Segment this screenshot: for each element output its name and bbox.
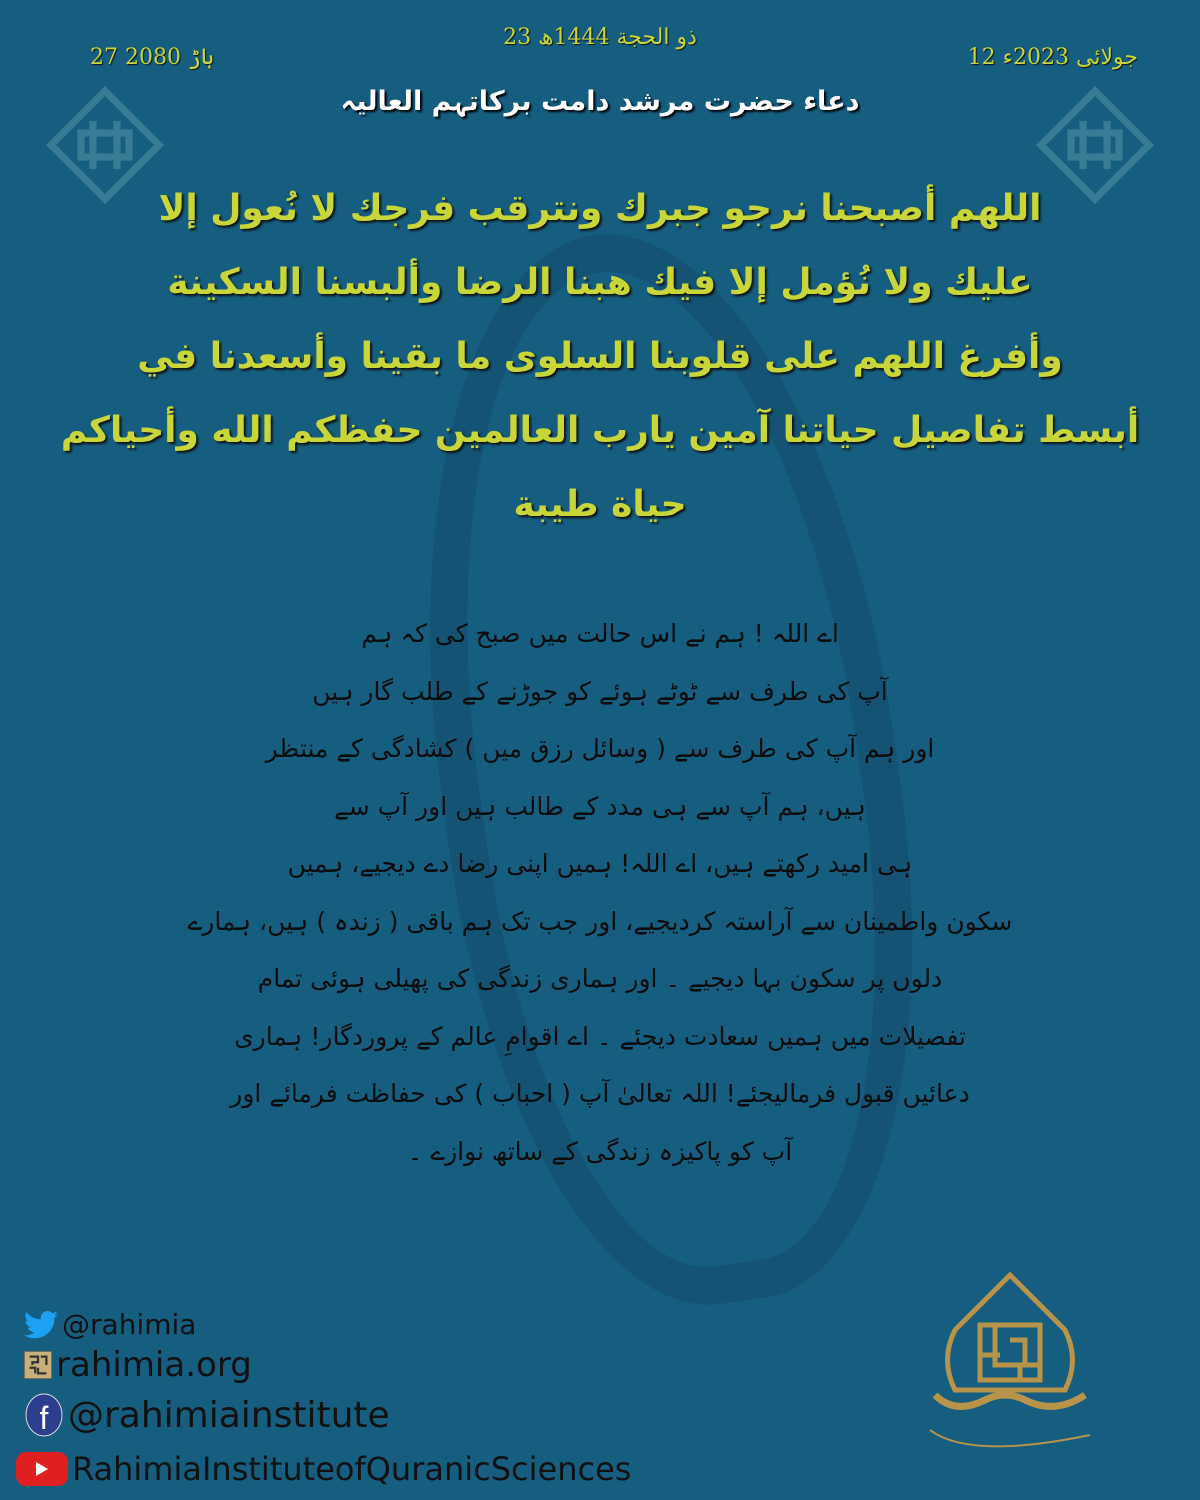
urdu-line: دلوں پر سکون بہا دیجیے ۔ اور ہماری زندگی کی پھیلی ہوئی تمام [257,964,943,993]
bikrami-date: 27 ہاڑ 2080 [90,45,214,70]
arabic-prayer [60,172,1140,542]
svg-text:f: f [39,1400,49,1436]
website-link[interactable] [24,1345,252,1385]
website-url: rahimia.org [56,1345,252,1385]
urdu-line: سکون واطمینان سے آراستہ کردیجیے، اور جب تک ہم باقی ( زندہ ) ہیں، ہمارے [187,906,1013,936]
rahimia-website-icon [24,1351,52,1379]
twitter-link[interactable] [24,1308,196,1341]
arabic-line: أبسط تفاصيل حياتنا آمين يارب العالمين حفظكم الله وأحياكم [60,410,1140,451]
twitter-handle: @rahimia [62,1308,197,1341]
arabic-line: اللهم أصبحنا نرجو جبرك ونترقب فرجك لا نُعول إلا [158,188,1042,229]
urdu-line: ہیں، ہم آپ سے ہی مدد کے طالب ہیں اور آپ سے [334,791,866,821]
youtube-channel: RahimiaInstituteofQuranicSciences [72,1450,632,1488]
urdu-line: تفصیلات میں ہمیں سعادت دیجئے ۔ اے اقوامِ عالم کے پروردگار! ہماری [234,1021,966,1051]
arabic-line: حياة طيبة [513,484,687,525]
gregorian-date: 12 جولائی 2023ء [967,45,1138,70]
facebook-icon [24,1393,64,1437]
youtube-link[interactable] [16,1450,631,1488]
twitter-icon [24,1310,58,1340]
rahimia-logo-icon [905,1270,1115,1480]
urdu-line: اور ہم آپ کی طرف سے ( وسائل رزق میں ) کشادگی کے منتظر [265,734,935,763]
arabic-line: وأفرغ اللهم على قلوبنا السلوى ما بقينا وأسعدنا في [137,336,1063,377]
urdu-line: آپ کی طرف سے ٹوٹے ہوئے کو جوڑنے کے طلب گار ہیں [312,676,888,706]
urdu-line: آپ کو پاکیزہ زندگی کے ساتھ نوازے ۔ [407,1136,793,1166]
hijri-date: 23 ذو الحجة 1444ھ [503,25,697,50]
arabic-line: عليك ولا نُؤمل إلا فيك هبنا الرضا وألبسنا السكينة [167,262,1033,303]
youtube-icon [16,1452,68,1486]
rahimia-logo [905,1270,1115,1480]
facebook-link[interactable] [24,1393,390,1437]
urdu-line: دعائیں قبول فرمالیجئے! اللہ تعالیٰ آپ ( احباب ) کی حفاظت فرمائے اور [230,1079,970,1108]
page-title: دعاء حضرت مرشد دامت برکاتہم العالیہ [340,86,860,117]
urdu-translation [100,605,1100,1180]
urdu-line: ہی امید رکھتے ہیں، اے اللہ! ہمیں اپنی رضا دے دیجیے، ہمیں [287,849,913,878]
facebook-handle: @rahimiainstitute [68,1394,390,1436]
urdu-line: اے اللہ ! ہم نے اس حالت میں صبح کی کہ ہم [361,619,839,648]
